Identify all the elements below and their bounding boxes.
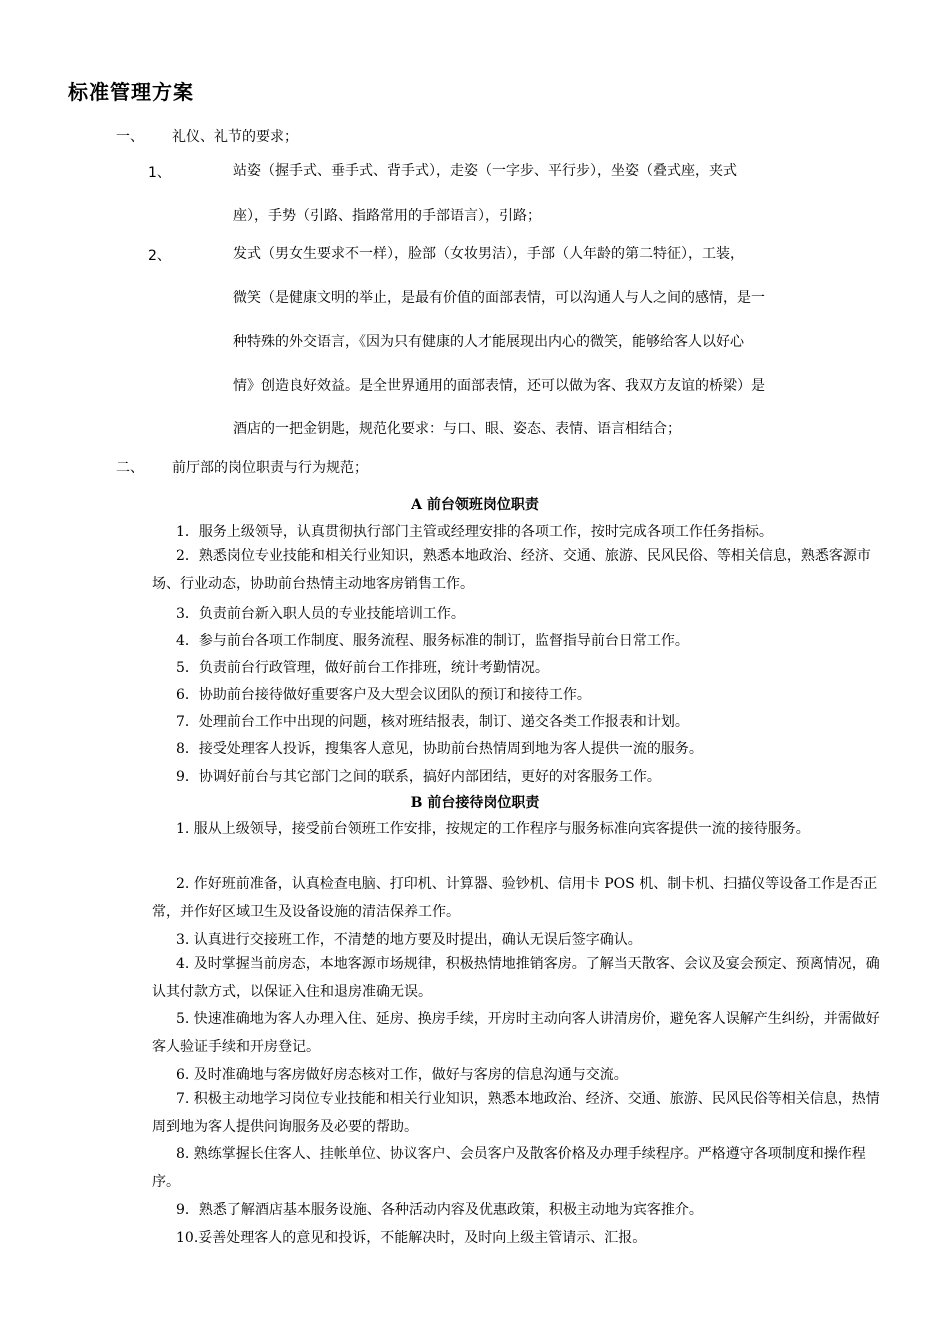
part-a-item: 4．参与前台各项工作制度、服务流程、服务标准的制订，监督指导前台日常工作。 — [176, 633, 689, 649]
section1-item2-line1: 发式（男女生要求不一样），脸部（女妆男洁），手部（人年龄的第二特征），工装， — [233, 246, 744, 262]
part-b-item: 5. 快速准确地为客人办理入住、延房、换房手续，开房时主动向客人讲清房价，避免客人误解产生纠纷，并需做好客人验证手续和开房登记。 — [152, 1011, 880, 1055]
part-a-heading: A 前台领班岗位职责 — [411, 497, 539, 513]
section1-number: 一、 — [116, 129, 144, 145]
part-a-item: 7．处理前台工作中出现的问题，核对班结报表，制订、递交各类工作报表和计划。 — [176, 714, 689, 730]
part-a-item: 5．负责前台行政管理，做好前台工作排班，统计考勤情况。 — [176, 660, 549, 676]
section1-item2-number: 2、 — [148, 248, 171, 264]
part-a-item: 8．接受处理客人投诉，搜集客人意见，协助前台热情周到地为客人提供一流的服务。 — [176, 741, 703, 757]
section1-label: 礼仪、礼节的要求； — [172, 129, 298, 145]
section1-item1-line1: 站姿（握手式、垂手式、背手式），走姿（一字步、平行步），坐姿（叠式座，夹式 — [233, 163, 737, 179]
part-b-heading: B 前台接待岗位职责 — [410, 795, 540, 811]
section1-item1-line2: 座），手势（引路、指路常用的手部语言），引路； — [233, 208, 541, 224]
part-b-item: 1. 服从上级领导，接受前台领班工作安排，按规定的工作程序与服务标准向宾客提供一流的接待服务。 — [176, 821, 810, 837]
part-b-item: 9．熟悉了解酒店基本服务设施、各种活动内容及优惠政策，积极主动地为宾客推介。 — [176, 1202, 703, 1218]
section2-label: 前厅部的岗位职责与行为规范； — [172, 460, 368, 476]
part-a-item: 6．协助前台接待做好重要客户及大型会议团队的预订和接待工作。 — [176, 687, 591, 703]
section1-item2-line3: 种特殊的外交语言，《因为只有健康的人才能展现出内心的微笑，能够给客人以好心 — [233, 334, 744, 350]
section1-item2-line5: 酒店的一把金钥匙，规范化要求：与口、眼、姿态、表情、语言相结合； — [233, 421, 681, 437]
part-b-item: 10.妥善处理客人的意见和投诉，不能解决时，及时向上级主管请示、汇报。 — [176, 1230, 647, 1246]
section1-item2-line2: 微笑（是健康文明的举止，是最有价值的面部表情，可以沟通人与人之间的感情，是一 — [233, 290, 765, 306]
part-a-item: 3．负责前台新入职人员的专业技能培训工作。 — [176, 606, 465, 622]
part-a-item: 9．协调好前台与其它部门之间的联系，搞好内部团结，更好的对客服务工作。 — [176, 769, 661, 785]
part-a-item: 1．服务上级领导，认真贯彻执行部门主管或经理安排的各项工作，按时完成各项工作任务指标。 — [176, 524, 773, 540]
part-b-item: 2. 作好班前准备，认真检查电脑、打印机、计算器、验钞机、信用卡 POS 机、制卡机、扫描仪等设备工作是否正常，并作好区域卫生及设备设施的清洁保养工作。 — [152, 876, 878, 920]
part-b-item: 3. 认真进行交接班工作，不清楚的地方要及时提出，确认无误后签字确认。 — [176, 932, 642, 948]
document-title: 标准管理方案 — [68, 80, 194, 104]
section2-number: 二、 — [116, 460, 144, 476]
part-b-item: 8. 熟练掌握长住客人、挂帐单位、协议客户、会员客户及散客价格及办理手续程序。严格遵守各项制度和操作程序。 — [152, 1146, 866, 1190]
part-a-item: 2．熟悉岗位专业技能和相关行业知识，熟悉本地政治、经济、交通、旅游、民风民俗、等相关信息，熟悉客源市场、行业动态，协助前台热情主动地客房销售工作。 — [152, 548, 871, 592]
part-b-item: 7. 积极主动地学习岗位专业技能和相关行业知识，熟悉本地政治、经济、交通、旅游、民风民俗等相关信息，热情周到地为客人提供问询服务及必要的帮助。 — [152, 1091, 880, 1135]
part-b-item: 4. 及时掌握当前房态，本地客源市场规律，积极热情地推销客房。了解当天散客、会议及宴会预定、预离情况，确认其付款方式，以保证入住和退房准确无误。 — [152, 956, 880, 1000]
section1-item2-line4: 情》创造良好效益。是全世界通用的面部表情，还可以做为客、我双方友谊的桥梁）是 — [233, 378, 765, 394]
part-b-item: 6. 及时准确地与客房做好房态核对工作，做好与客房的信息沟通与交流。 — [176, 1067, 628, 1083]
section1-item1-number: 1、 — [148, 165, 171, 181]
